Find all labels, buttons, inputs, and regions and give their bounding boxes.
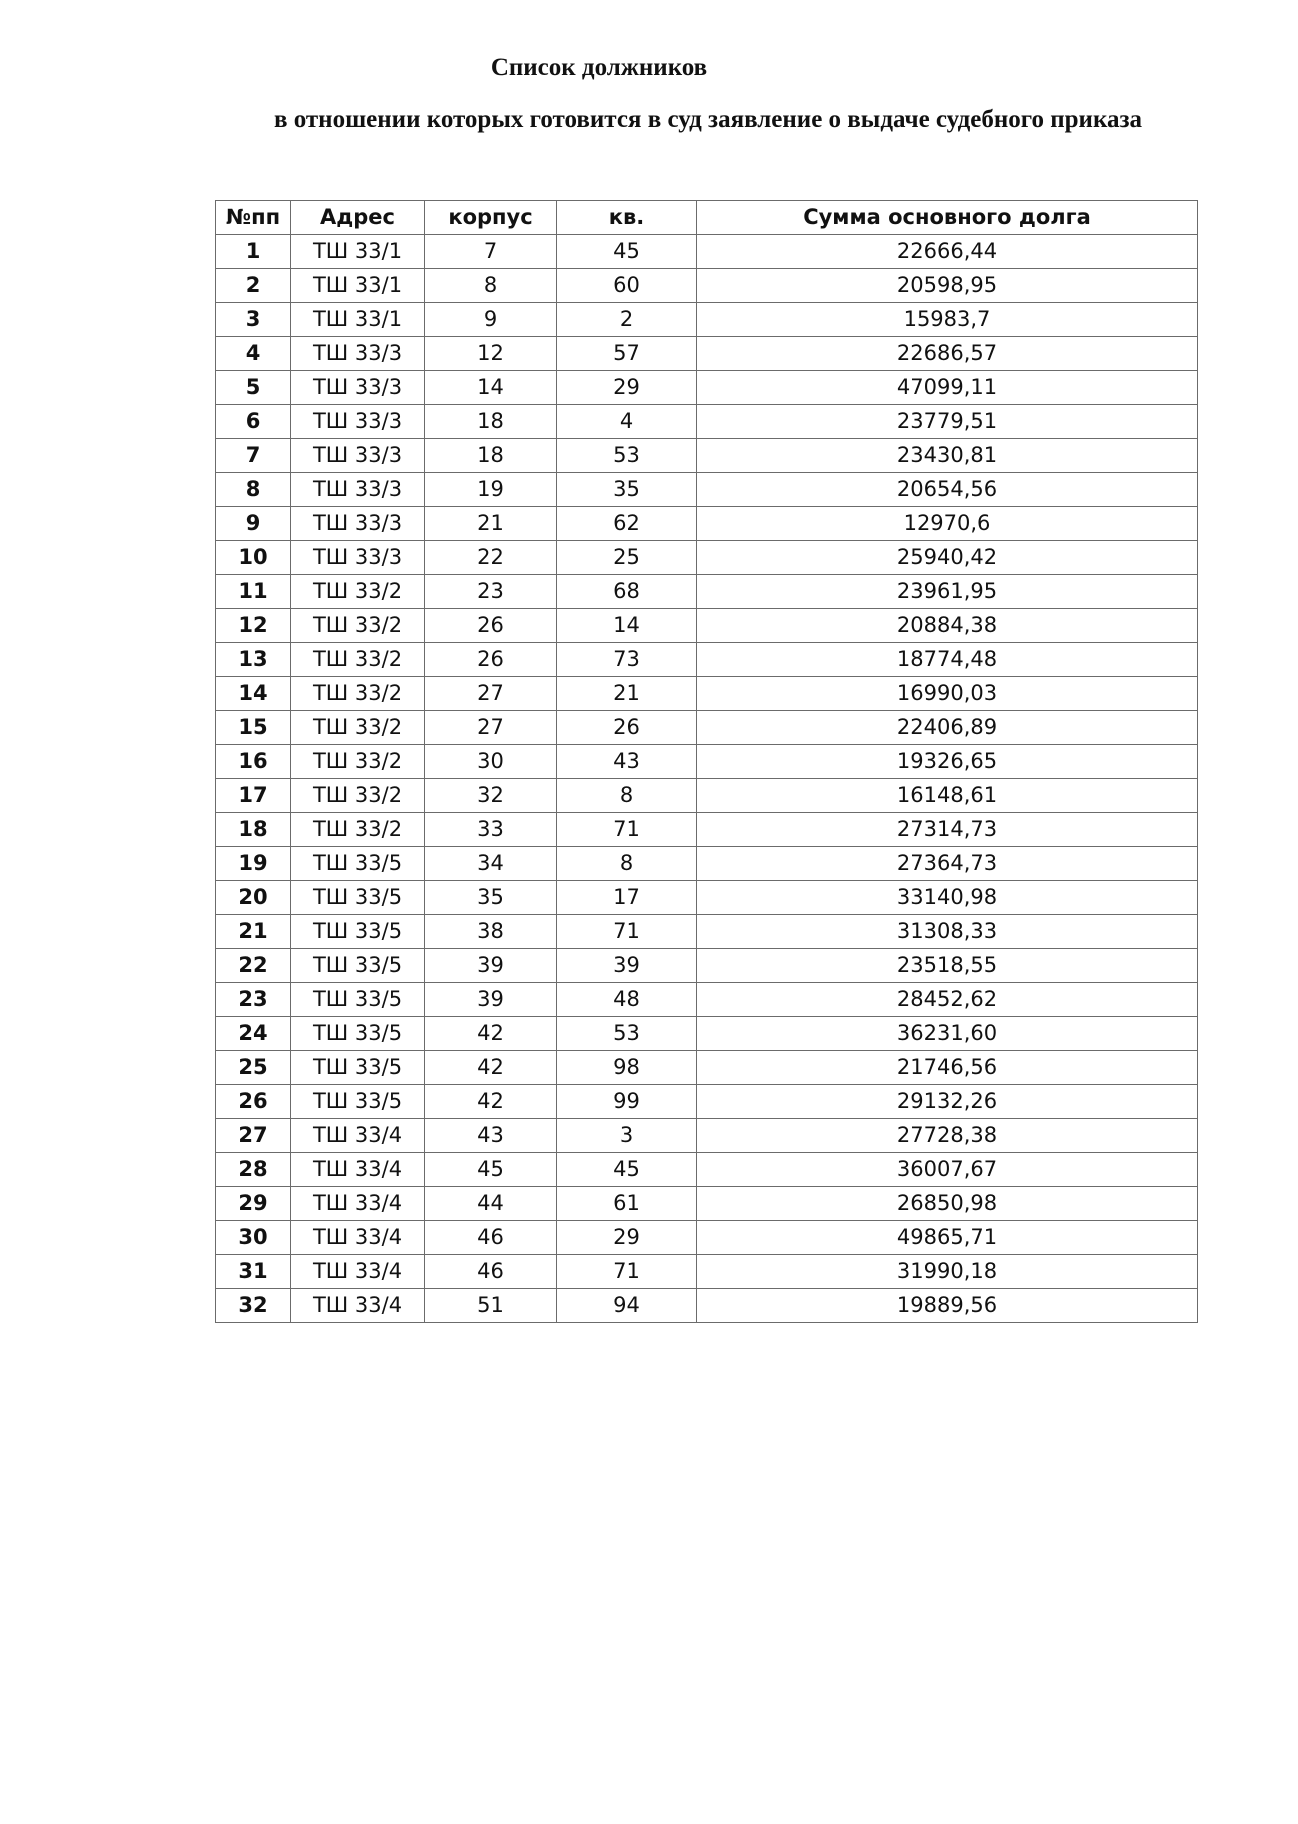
apartment-cell: 29	[557, 1221, 697, 1255]
apartment-cell: 71	[557, 915, 697, 949]
apartment-cell: 45	[557, 235, 697, 269]
row-number: 10	[216, 541, 291, 575]
row-number: 11	[216, 575, 291, 609]
row-number: 24	[216, 1017, 291, 1051]
debt-amount-cell: 23430,81	[697, 439, 1198, 473]
apartment-cell: 2	[557, 303, 697, 337]
row-number: 31	[216, 1255, 291, 1289]
apartment-cell: 35	[557, 473, 697, 507]
table-row	[216, 371, 1198, 405]
address-cell: ТШ 33/2	[291, 575, 425, 609]
table-row	[216, 1289, 1198, 1323]
address-cell: ТШ 33/3	[291, 405, 425, 439]
building-cell: 46	[425, 1255, 557, 1289]
table-row	[216, 1051, 1198, 1085]
row-number: 16	[216, 745, 291, 779]
apartment-cell: 8	[557, 847, 697, 881]
apartment-cell: 25	[557, 541, 697, 575]
header-number: №пп	[216, 201, 291, 235]
apartment-cell: 4	[557, 405, 697, 439]
table-row	[216, 847, 1198, 881]
table-body	[216, 235, 1198, 1323]
address-cell: ТШ 33/2	[291, 813, 425, 847]
building-cell: 30	[425, 745, 557, 779]
row-number: 2	[216, 269, 291, 303]
apartment-cell: 61	[557, 1187, 697, 1221]
row-number: 13	[216, 643, 291, 677]
building-cell: 43	[425, 1119, 557, 1153]
document-title: Список должников	[490, 54, 708, 81]
row-number: 7	[216, 439, 291, 473]
row-number: 4	[216, 337, 291, 371]
row-number: 9	[216, 507, 291, 541]
table-row	[216, 949, 1198, 983]
address-cell: ТШ 33/2	[291, 643, 425, 677]
row-number: 3	[216, 303, 291, 337]
debt-amount-cell: 36007,67	[697, 1153, 1198, 1187]
address-cell: ТШ 33/1	[291, 303, 425, 337]
row-number: 8	[216, 473, 291, 507]
building-cell: 39	[425, 949, 557, 983]
table-row	[216, 575, 1198, 609]
debt-amount-cell: 23961,95	[697, 575, 1198, 609]
debt-amount-cell: 20598,95	[697, 269, 1198, 303]
address-cell: ТШ 33/4	[291, 1187, 425, 1221]
building-cell: 27	[425, 677, 557, 711]
building-cell: 42	[425, 1085, 557, 1119]
row-number: 26	[216, 1085, 291, 1119]
apartment-cell: 29	[557, 371, 697, 405]
building-cell: 33	[425, 813, 557, 847]
row-number: 25	[216, 1051, 291, 1085]
address-cell: ТШ 33/5	[291, 915, 425, 949]
table-row	[216, 1085, 1198, 1119]
table-row	[216, 711, 1198, 745]
row-number: 14	[216, 677, 291, 711]
row-number: 30	[216, 1221, 291, 1255]
debt-amount-cell: 15983,7	[697, 303, 1198, 337]
debt-amount-cell: 49865,71	[697, 1221, 1198, 1255]
debt-amount-cell: 22666,44	[697, 235, 1198, 269]
debt-amount-cell: 18774,48	[697, 643, 1198, 677]
address-cell: ТШ 33/5	[291, 1017, 425, 1051]
debt-amount-cell: 19889,56	[697, 1289, 1198, 1323]
building-cell: 51	[425, 1289, 557, 1323]
building-cell: 46	[425, 1221, 557, 1255]
table-row	[216, 405, 1198, 439]
building-cell: 26	[425, 643, 557, 677]
building-cell: 18	[425, 405, 557, 439]
table-row	[216, 779, 1198, 813]
apartment-cell: 57	[557, 337, 697, 371]
address-cell: ТШ 33/1	[291, 269, 425, 303]
table-row	[216, 1017, 1198, 1051]
row-number: 12	[216, 609, 291, 643]
debt-amount-cell: 31990,18	[697, 1255, 1198, 1289]
row-number: 28	[216, 1153, 291, 1187]
debt-amount-cell: 28452,62	[697, 983, 1198, 1017]
apartment-cell: 60	[557, 269, 697, 303]
address-cell: ТШ 33/3	[291, 473, 425, 507]
apartment-cell: 94	[557, 1289, 697, 1323]
address-cell: ТШ 33/2	[291, 711, 425, 745]
table-row	[216, 507, 1198, 541]
table-row	[216, 1153, 1198, 1187]
debt-amount-cell: 16990,03	[697, 677, 1198, 711]
building-cell: 21	[425, 507, 557, 541]
debt-amount-cell: 23779,51	[697, 405, 1198, 439]
table-row	[216, 745, 1198, 779]
address-cell: ТШ 33/4	[291, 1255, 425, 1289]
building-cell: 38	[425, 915, 557, 949]
apartment-cell: 8	[557, 779, 697, 813]
building-cell: 18	[425, 439, 557, 473]
row-number: 15	[216, 711, 291, 745]
building-cell: 23	[425, 575, 557, 609]
table-row	[216, 541, 1198, 575]
debt-amount-cell: 23518,55	[697, 949, 1198, 983]
debt-amount-cell: 25940,42	[697, 541, 1198, 575]
row-number: 19	[216, 847, 291, 881]
table-row	[216, 1119, 1198, 1153]
table-row	[216, 813, 1198, 847]
debtors-table	[215, 200, 1198, 1323]
row-number: 21	[216, 915, 291, 949]
table-row	[216, 677, 1198, 711]
apartment-cell: 17	[557, 881, 697, 915]
apartment-cell: 98	[557, 1051, 697, 1085]
table-row	[216, 303, 1198, 337]
row-number: 6	[216, 405, 291, 439]
debt-amount-cell: 21746,56	[697, 1051, 1198, 1085]
building-cell: 34	[425, 847, 557, 881]
table-row	[216, 235, 1198, 269]
debt-amount-cell: 31308,33	[697, 915, 1198, 949]
apartment-cell: 53	[557, 439, 697, 473]
row-number: 29	[216, 1187, 291, 1221]
building-cell: 44	[425, 1187, 557, 1221]
debt-amount-cell: 27364,73	[697, 847, 1198, 881]
address-cell: ТШ 33/2	[291, 745, 425, 779]
debt-amount-cell: 47099,11	[697, 371, 1198, 405]
row-number: 23	[216, 983, 291, 1017]
row-number: 18	[216, 813, 291, 847]
building-cell: 32	[425, 779, 557, 813]
row-number: 1	[216, 235, 291, 269]
debt-amount-cell: 33140,98	[697, 881, 1198, 915]
address-cell: ТШ 33/4	[291, 1221, 425, 1255]
debt-amount-cell: 29132,26	[697, 1085, 1198, 1119]
debt-amount-cell: 26850,98	[697, 1187, 1198, 1221]
apartment-cell: 53	[557, 1017, 697, 1051]
address-cell: ТШ 33/5	[291, 949, 425, 983]
building-cell: 7	[425, 235, 557, 269]
building-cell: 39	[425, 983, 557, 1017]
address-cell: ТШ 33/4	[291, 1289, 425, 1323]
building-cell: 42	[425, 1051, 557, 1085]
table-row	[216, 1255, 1198, 1289]
row-number: 20	[216, 881, 291, 915]
address-cell: ТШ 33/2	[291, 677, 425, 711]
address-cell: ТШ 33/2	[291, 609, 425, 643]
building-cell: 26	[425, 609, 557, 643]
debt-amount-cell: 27314,73	[697, 813, 1198, 847]
row-number: 27	[216, 1119, 291, 1153]
apartment-cell: 68	[557, 575, 697, 609]
building-cell: 42	[425, 1017, 557, 1051]
table-row	[216, 473, 1198, 507]
apartment-cell: 71	[557, 1255, 697, 1289]
address-cell: ТШ 33/5	[291, 847, 425, 881]
address-cell: ТШ 33/4	[291, 1119, 425, 1153]
building-cell: 35	[425, 881, 557, 915]
table-row	[216, 915, 1198, 949]
address-cell: ТШ 33/1	[291, 235, 425, 269]
debt-amount-cell: 22406,89	[697, 711, 1198, 745]
debt-amount-cell: 36231,60	[697, 1017, 1198, 1051]
debt-amount-cell: 20884,38	[697, 609, 1198, 643]
apartment-cell: 73	[557, 643, 697, 677]
table-row	[216, 337, 1198, 371]
table-row	[216, 881, 1198, 915]
table-row	[216, 439, 1198, 473]
apartment-cell: 39	[557, 949, 697, 983]
table-header-row	[216, 201, 1198, 235]
apartment-cell: 14	[557, 609, 697, 643]
document-subtitle: в отношении которых готовится в суд заявление о выдаче судебного приказа	[273, 106, 1143, 133]
table-row	[216, 1221, 1198, 1255]
table-row	[216, 983, 1198, 1017]
address-cell: ТШ 33/3	[291, 439, 425, 473]
building-cell: 27	[425, 711, 557, 745]
address-cell: ТШ 33/5	[291, 983, 425, 1017]
table-row	[216, 1187, 1198, 1221]
table-row	[216, 609, 1198, 643]
building-cell: 9	[425, 303, 557, 337]
address-cell: ТШ 33/5	[291, 881, 425, 915]
building-cell: 19	[425, 473, 557, 507]
building-cell: 14	[425, 371, 557, 405]
building-cell: 8	[425, 269, 557, 303]
address-cell: ТШ 33/3	[291, 541, 425, 575]
row-number: 17	[216, 779, 291, 813]
row-number: 5	[216, 371, 291, 405]
debt-amount-cell: 27728,38	[697, 1119, 1198, 1153]
table-row	[216, 643, 1198, 677]
header-debt-amount: Сумма основного долга	[697, 201, 1198, 235]
apartment-cell: 43	[557, 745, 697, 779]
apartment-cell: 45	[557, 1153, 697, 1187]
apartment-cell: 3	[557, 1119, 697, 1153]
row-number: 22	[216, 949, 291, 983]
address-cell: ТШ 33/3	[291, 507, 425, 541]
address-cell: ТШ 33/4	[291, 1153, 425, 1187]
header-address: Адрес	[291, 201, 425, 235]
header-apartment: кв.	[557, 201, 697, 235]
debt-amount-cell: 12970,6	[697, 507, 1198, 541]
building-cell: 45	[425, 1153, 557, 1187]
address-cell: ТШ 33/5	[291, 1085, 425, 1119]
apartment-cell: 21	[557, 677, 697, 711]
debt-amount-cell: 22686,57	[697, 337, 1198, 371]
apartment-cell: 99	[557, 1085, 697, 1119]
address-cell: ТШ 33/5	[291, 1051, 425, 1085]
building-cell: 12	[425, 337, 557, 371]
apartment-cell: 26	[557, 711, 697, 745]
table-row	[216, 269, 1198, 303]
debt-amount-cell: 19326,65	[697, 745, 1198, 779]
apartment-cell: 62	[557, 507, 697, 541]
header-building: корпус	[425, 201, 557, 235]
debt-amount-cell: 20654,56	[697, 473, 1198, 507]
debt-amount-cell: 16148,61	[697, 779, 1198, 813]
building-cell: 22	[425, 541, 557, 575]
address-cell: ТШ 33/3	[291, 371, 425, 405]
apartment-cell: 71	[557, 813, 697, 847]
address-cell: ТШ 33/2	[291, 779, 425, 813]
row-number: 32	[216, 1289, 291, 1323]
address-cell: ТШ 33/3	[291, 337, 425, 371]
apartment-cell: 48	[557, 983, 697, 1017]
